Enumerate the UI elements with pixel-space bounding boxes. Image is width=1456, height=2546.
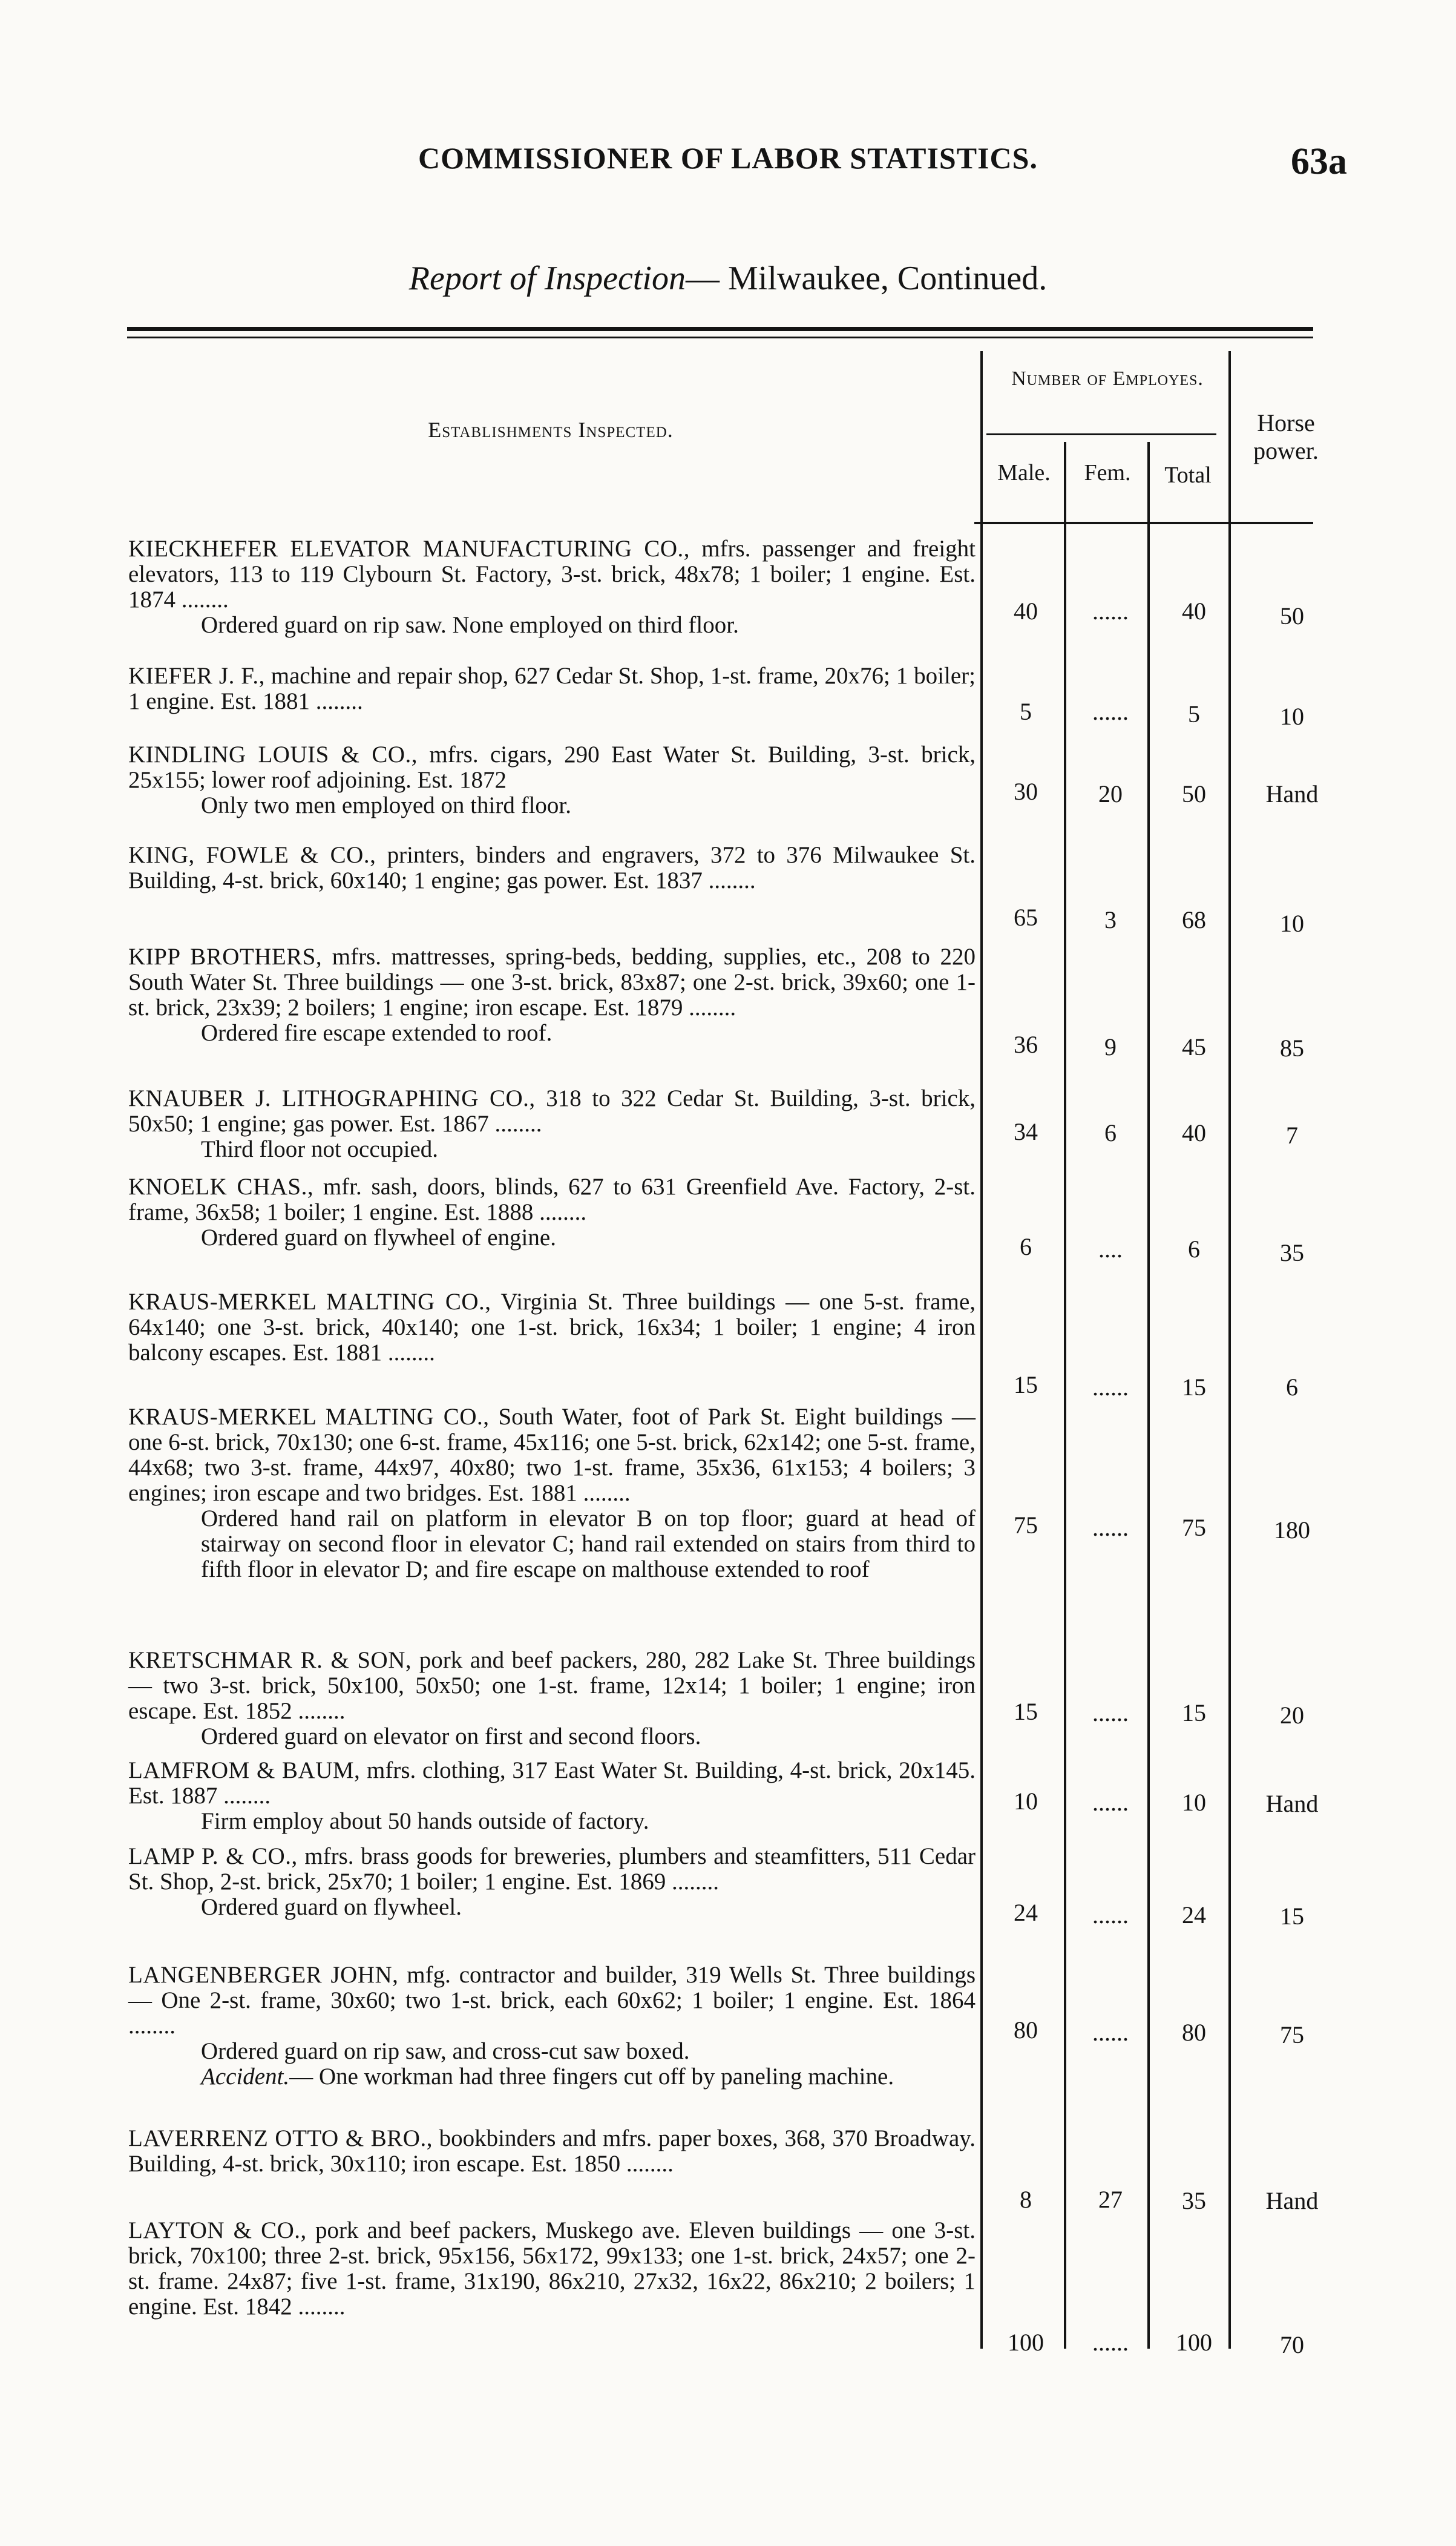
entry-king-fowle <box>128 843 976 893</box>
establishment-details: mfr. sash, doors, blinds, 627 to 631 Greenfield Ave. Factory, 2-st. frame, 36x58; 1 boiler; 1 engine. Est. 1888 ..... <box>128 1174 976 1225</box>
male-count: 65 <box>1014 904 1038 931</box>
total-count: 50 <box>1182 780 1206 808</box>
col-divider-4 <box>1228 351 1231 2349</box>
total-count: 6 <box>1188 1235 1200 1263</box>
accident-label: Accident. <box>201 2064 290 2090</box>
total-count: 15 <box>1182 1373 1206 1401</box>
horse-power: 7 <box>1286 1122 1298 1149</box>
establishment-name: LAMP P. & CO., <box>128 1843 298 1869</box>
total-count: 35 <box>1182 2187 1206 2214</box>
establishment-name: KRAUS-MERKEL MALTING CO., <box>128 1404 490 1430</box>
female-count: 6 <box>1104 1119 1117 1146</box>
entry-lamfrom-baum <box>128 1758 976 1834</box>
entry-lamp <box>128 1844 976 1920</box>
establishment-details: South Water, foot of Park St. Eight buildings — one 6-st. brick, 70x130; one 6-st. frame, 45x116; one 5-st. brick, 62x142; one 5-st. frame, 44x68; two 3-st. frame, 44x97, 40x80; two 1-st. frame, 35x36, 61x153; 4 boilers; 3 engines; iron escape and two bridges. Est. 1881 ..... <box>128 1404 976 1506</box>
male-count: 36 <box>1014 1031 1038 1058</box>
female-count: ...... <box>1092 2329 1129 2356</box>
entry-kieckhefer <box>128 536 976 638</box>
header-bottom-rule <box>974 522 1313 524</box>
female-count: 3 <box>1104 906 1117 933</box>
male-count: 10 <box>1014 1788 1038 1815</box>
total-count: 100 <box>1176 2329 1212 2356</box>
entry-kraus-merkel-south-water <box>128 1404 976 1582</box>
inspection-note: Only two men employed on third floor. <box>201 792 572 818</box>
horse-power: 180 <box>1274 1516 1310 1544</box>
establishment-details: mfrs. brass goods for breweries, plumbers and steamfitters, 511 Cedar St. Shop, 2-st. brick, 25x70; 1 boiler; 1 engine. Est. 1869 ..... <box>128 1843 976 1895</box>
total-count: 15 <box>1182 1699 1206 1726</box>
establishment-name: KIECKHEFER ELEVATOR MANUFACTURING CO., <box>128 536 690 562</box>
accident-text: — One workman had three fingers cut off by paneling machine. <box>289 2064 894 2090</box>
col-header-number-of-employes: Number of Employes. <box>1011 367 1204 390</box>
male-count: 5 <box>1020 698 1032 725</box>
horse-power: Hand <box>1265 780 1319 808</box>
male-count: 30 <box>1014 778 1038 805</box>
total-count: 75 <box>1182 1514 1206 1541</box>
page-header-title: COMMISSIONER OF LABOR STATISTICS. <box>418 141 1038 175</box>
establishment-name: KING, FOWLE & CO., <box>128 842 376 868</box>
top-rule-thin <box>127 337 1313 338</box>
establishment-details: printers, binders and engravers, 372 to 376 Milwaukee St. Building, 4-st. brick, 60x140; 1 engine; gas power. Est. 1837 ..... <box>128 842 976 893</box>
horse-power: 50 <box>1280 602 1304 630</box>
col-header-total: Total <box>1164 462 1212 488</box>
total-count: 24 <box>1182 1901 1206 1929</box>
inspection-note: Third floor not occupied. <box>201 1136 439 1162</box>
employes-header-rule <box>986 433 1216 435</box>
male-count: 100 <box>1008 2329 1044 2356</box>
entry-kipp-brothers <box>128 944 976 1046</box>
entry-kraus-merkel-virginia <box>128 1289 976 1366</box>
total-count: 5 <box>1188 700 1200 728</box>
col-header-horse-power: Horse power. <box>1253 409 1319 464</box>
establishment-details: mfg. contractor and builder, 319 Wells St. Three buildings — One 2-st. frame, 30x60; two 1-st. brick, each 60x62; 1 boiler; 1 engine. Est. 1864 ..... <box>128 1962 976 2039</box>
male-count: 40 <box>1014 597 1038 625</box>
establishment-name: KRAUS-MERKEL MALTING CO., <box>128 1289 491 1315</box>
col-header-establishments: Establishments Inspected. <box>428 418 674 442</box>
entry-knoelk <box>128 1174 976 1251</box>
entry-laverrenz <box>128 2126 976 2177</box>
entry-kretschmar <box>128 1648 976 1749</box>
establishment-details: bookbinders and mfrs. paper boxes, 368, 370 Broadway. Building, 4-st. brick, 30x110; iron escape. Est. 1850 ..... <box>128 2125 976 2177</box>
inspection-note: Firm employ about 50 hands outside of factory. <box>201 1808 649 1834</box>
horse-power: 20 <box>1280 1702 1304 1729</box>
female-count: ...... <box>1092 1373 1129 1401</box>
establishment-details: machine and repair shop, 627 Cedar St. Shop, 1-st. frame, 20x76; 1 boiler; 1 engine. Est. 1881 ..... <box>128 663 976 714</box>
establishment-name: KIEFER J. F., <box>128 663 265 689</box>
col-header-fem: Fem. <box>1084 460 1131 485</box>
establishment-details: mfrs. passenger and freight elevators, 113 to 119 Clybourn St. Factory, 3-st. brick, 48x78; 1 boiler; 1 engine. Est. 1874 ..... <box>128 536 976 613</box>
inspection-note: Ordered fire escape extended to roof. <box>201 1020 553 1046</box>
establishment-name: KNAUBER J. LITHOGRAPHING CO., <box>128 1085 536 1111</box>
male-count: 80 <box>1014 2016 1038 2044</box>
female-count: .... <box>1098 1235 1123 1263</box>
inspection-note: Ordered guard on rip saw, and cross-cut saw boxed. <box>201 2038 690 2064</box>
establishment-name: LAVERRENZ OTTO & BRO., <box>128 2125 433 2151</box>
establishment-name: KINDLING LOUIS & CO., <box>128 742 418 768</box>
horse-power: 70 <box>1280 2331 1304 2358</box>
female-count: ...... <box>1092 1901 1129 1929</box>
male-count: 6 <box>1020 1233 1032 1260</box>
subtitle-rest: — Milwaukee, Continued. <box>686 260 1048 297</box>
establishment-name: LAYTON & CO., <box>128 2217 307 2243</box>
establishment-name: KRETSCHMAR R. & SON, <box>128 1647 412 1673</box>
establishment-details: pork and beef packers, 280, 282 Lake St. Three buildings — two 3-st. brick, 50x100, 50x50; one 1-st. frame, 12x14; 1 boiler; 1 engine; iron escape. Est. 1852 ..... <box>128 1647 976 1724</box>
entry-kiefer <box>128 663 976 714</box>
establishment-name: LAMFROM & BAUM, <box>128 1757 361 1783</box>
female-count: ...... <box>1092 597 1129 625</box>
establishment-name: KIPP BROTHERS, <box>128 944 323 970</box>
male-count: 75 <box>1014 1511 1038 1539</box>
entry-kindling <box>128 742 976 818</box>
horse-power: 10 <box>1280 703 1304 730</box>
top-rule-thick <box>127 327 1313 331</box>
inspection-note: Ordered guard on flywheel. <box>201 1894 462 1920</box>
female-count: ...... <box>1092 698 1129 725</box>
horse-power: 75 <box>1280 2021 1304 2048</box>
establishment-details: pork and beef packers, Muskego ave. Eleven buildings — one 3-st. brick, 70x100; three 2-st. brick, 95x156, 56x172, 99x133; one 1-st. brick, 24x57; one 2-st. frame. 24x87; five 1-st. frame, 31x190, 86x210, 27x32, 16x22, 86x210; 2 boilers; 1 engine. Est. 1842 ..... <box>128 2217 976 2320</box>
female-count: ...... <box>1092 1789 1129 1816</box>
inspection-note: Ordered hand rail on platform in elevator B on top floor; guard at head of stairway on second floor in elevator C; hand rail extended on stairs from third to fifth floor in elevator D; and fire escape on malthouse extended to roof <box>201 1505 976 1582</box>
establishment-name: KNOELK CHAS., <box>128 1174 314 1200</box>
establishment-details: Virginia St. Three buildings — one 5-st. frame, 64x140; one 3-st. brick, 40x140; one 1-st. brick, 16x34; 1 boiler; 1 engine; 4 iron balcony escapes. Est. 1881 ..... <box>128 1289 976 1366</box>
inspection-note: Ordered guard on flywheel of engine. <box>201 1225 556 1251</box>
establishment-details: mfrs. mattresses, spring-beds, bedding, supplies, etc., 208 to 220 South Water St. Three buildings — one 3-st. brick, 83x87; one 2-st. brick, 39x60; one 1-st. brick, 23x39; 2 boilers; 1 engine; iron escape. Est. 1879 ..... <box>128 944 976 1021</box>
inspection-note: Ordered guard on rip saw. None employed on third floor. <box>201 612 739 638</box>
female-count: 27 <box>1098 2186 1123 2213</box>
horse-power: 10 <box>1280 910 1304 937</box>
horse-power: 35 <box>1280 1239 1304 1266</box>
establishment-details: mfrs. clothing, 317 East Water St. Building, 4-st. brick, 20x145. Est. 1887 ..... <box>128 1757 976 1809</box>
entry-langenberger <box>128 1962 976 2090</box>
female-count: 20 <box>1098 780 1123 808</box>
subtitle-italic: Report of Inspection <box>408 260 686 297</box>
female-count: ...... <box>1092 2019 1129 2046</box>
horse-power: Hand <box>1265 2187 1319 2214</box>
total-count: 40 <box>1182 597 1206 625</box>
total-count: 68 <box>1182 906 1206 933</box>
establishment-details: 318 to 322 Cedar St. Building, 3-st. brick, 50x50; 1 engine; gas power. Est. 1867 ..... <box>128 1085 976 1137</box>
entry-knauber <box>128 1086 976 1162</box>
accident-note <box>128 2064 976 2090</box>
total-count: 10 <box>1182 1789 1206 1816</box>
establishment-name: LANGENBERGER JOHN, <box>128 1962 399 1988</box>
col-divider-1 <box>980 351 983 2349</box>
male-count: 8 <box>1020 2186 1032 2213</box>
female-count: ...... <box>1092 1699 1129 1726</box>
entry-layton <box>128 2218 976 2320</box>
male-count: 24 <box>1014 1899 1038 1926</box>
male-count: 15 <box>1014 1371 1038 1398</box>
inspection-note: Ordered guard on elevator on first and second floors. <box>201 1723 701 1749</box>
horse-power: Hand <box>1265 1790 1319 1817</box>
total-count: 80 <box>1182 2019 1206 2046</box>
establishment-details: mfrs. cigars, 290 East Water St. Building, 3-st. brick, 25x155; lower roof adjoining. Est. 1872 <box>128 742 976 793</box>
female-count: ...... <box>1092 1514 1129 1541</box>
horse-power: 85 <box>1280 1035 1304 1062</box>
horse-power: 6 <box>1286 1373 1298 1401</box>
male-count: 15 <box>1014 1698 1038 1725</box>
col-header-male: Male. <box>997 460 1051 485</box>
total-count: 40 <box>1182 1119 1206 1146</box>
male-count: 34 <box>1014 1118 1038 1145</box>
page-number: 63a <box>1291 141 1347 182</box>
total-count: 45 <box>1182 1033 1206 1061</box>
page-subtitle <box>0 259 1456 298</box>
horse-power: 15 <box>1280 1903 1304 1930</box>
female-count: 9 <box>1104 1033 1117 1061</box>
